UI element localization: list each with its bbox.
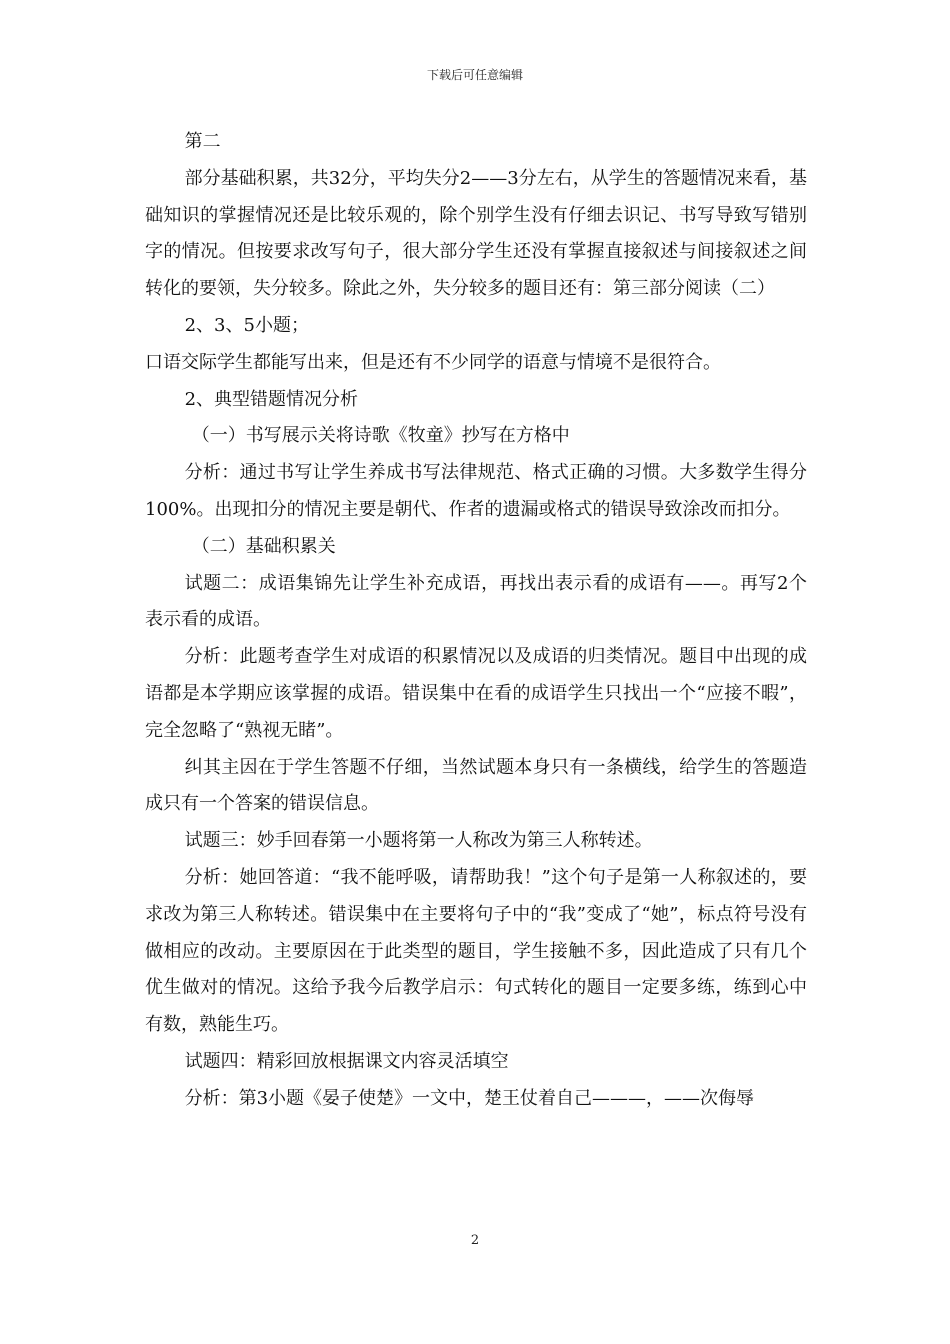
paragraph: 分析：通过书写让学生养成书写法律规范、格式正确的习惯。大多数学生得分100%。出现扣分的情况主要是朝代、作者的遗漏或格式的错误导致涂改而扣分。 — [145, 462, 807, 520]
paragraph: 部分基础积累，共32分，平均失分2——3分左右，从学生的答题情况来看，基础知识的掌握情况还是比较乐观的，除个别学生没有仔细去识记、书写导致写错别字的情况。但按要求改写句子，很大部分学生还没有掌握直接叙述与间接叙述之间转化的要领，失分较多。除此之外，失分较多的题目还有：第三部分阅读（二） — [145, 167, 807, 300]
paragraph: （一）书写展示关将诗歌《牧童》抄写在方格中 — [191, 425, 570, 447]
page-number: 2 — [470, 1233, 480, 1248]
paragraph: （二）基础积累关 — [191, 535, 336, 557]
paragraph: 纠其主因在于学生答题不仔细，当然试题本身只有一条横线，给学生的答题造成只有一个答案的错误信息。 — [145, 756, 807, 815]
paragraph: 试题四：精彩回放根据课文内容灵活填空 — [184, 1050, 509, 1072]
paragraph: 试题二：成语集锦先让学生补充成语，再找出表示看的成语有——。再写2个表示看的成语。 — [145, 572, 807, 631]
document-body — [145, 124, 807, 1118]
paragraph: 口语交际学生都能写出来，但是还有不少同学的语意与情境不是很符合。 — [145, 351, 721, 373]
page-header: 下载后可任意编辑 — [426, 68, 523, 82]
paragraph: 分析：第3小题《晏子使楚》一文中，楚王仗着自己———，——次侮辱 — [184, 1087, 755, 1109]
paragraph: 2、典型错题情况分析 — [184, 388, 359, 410]
paragraph: 第二 — [184, 131, 221, 152]
paragraph: 试题三：妙手回春第一小题将第一人称改为第三人称转述。 — [184, 830, 653, 852]
paragraph: 2、3、5小题； — [184, 314, 309, 336]
paragraph: 分析：她回答道：“我不能呼吸，请帮助我！”这个句子是第一人称叙述的，要求改为第三人称转述。错误集中在主要将句子中的“我”变成了“她”，标点符号没有做相应的改动。主要原因在于此类型的题目，学生接触不多，因此造成了只有几个优生做对的情况。这给予我今后教学启示：句式转化的题目一定要多练，练到心中有数，熟能生巧。 — [145, 866, 807, 1036]
paragraph: 分析：此题考查学生对成语的积累情况以及成语的归类情况。题目中出现的成语都是本学期应该掌握的成语。错误集中在看的成语学生只找出一个“应接不暇”，完全忽略了“熟视无睹”。 — [145, 646, 807, 741]
